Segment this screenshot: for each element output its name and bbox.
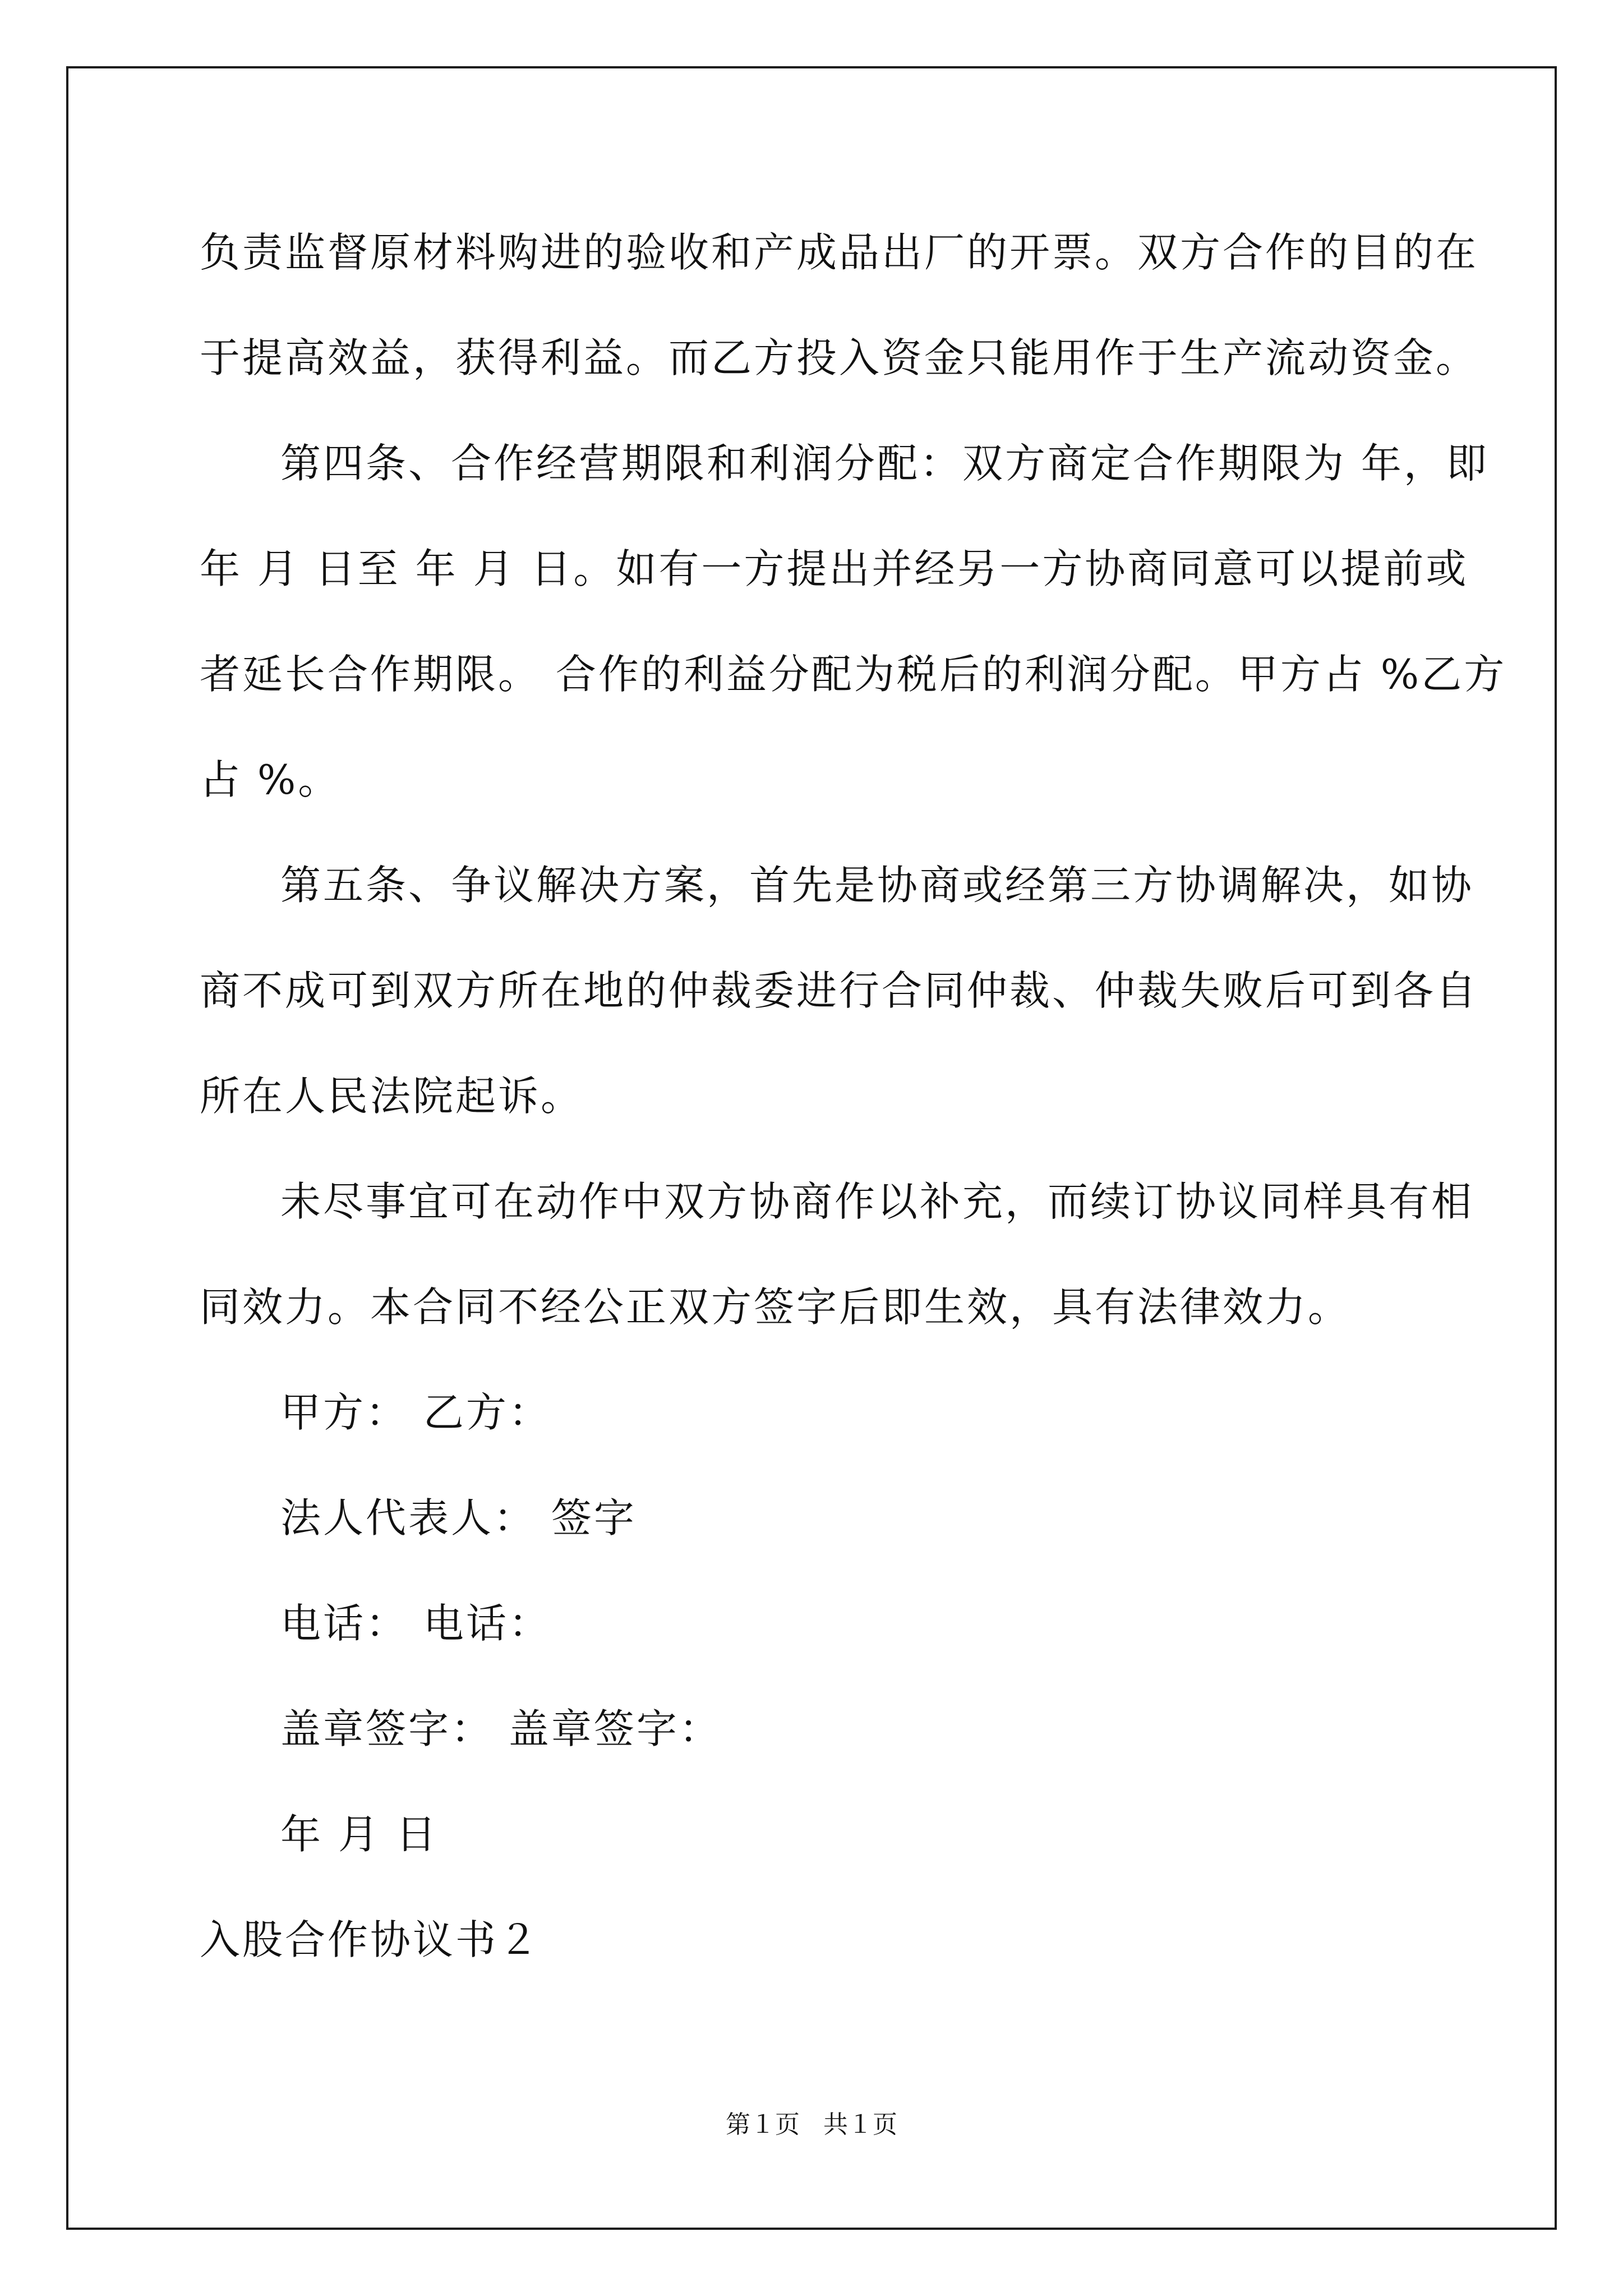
page-border xyxy=(66,66,1557,2230)
seal-signature-line: 盖章签字： 盖章签字： xyxy=(280,1705,722,1752)
paragraph-line: 商不成可到双方所在地的仲裁委进行合同仲裁、仲裁失败后可到各自 xyxy=(200,967,1479,1014)
page-footer: 第１页 共１页 xyxy=(726,2110,897,2139)
paragraph-line: 所在人民法院起诉。 xyxy=(200,1073,584,1120)
paragraph-line: 占 %。 xyxy=(200,756,341,803)
phone-line: 电话： 电话： xyxy=(280,1600,551,1647)
paragraph-line: 者延长合作期限。 合作的利益分配为税后的利润分配。甲方占 %乙方 xyxy=(200,651,1507,698)
article-5-line: 第五条、争议解决方案，首先是协商或经第三方协调解决，如协 xyxy=(280,862,1474,909)
paragraph-line: 年 月 日至 年 月 日。如有一方提出并经另一方协商同意可以提前或 xyxy=(200,545,1469,592)
date-line: 年 月 日 xyxy=(280,1811,439,1858)
legal-representative-line: 法人代表人： 签字 xyxy=(280,1494,637,1542)
party-names-line: 甲方： 乙方： xyxy=(280,1389,551,1436)
section-heading: 入股合作协议书２ xyxy=(200,1916,541,1963)
paragraph-line: 同效力。本合同不经公正双方签字后即生效，具有法律效力。 xyxy=(200,1283,1351,1331)
supplement-line: 未尽事宜可在动作中双方协商作以补充，而续订协议同样具有相 xyxy=(280,1178,1474,1225)
article-4-line: 第四条、合作经营期限和利润分配：双方商定合作期限为 年，即 xyxy=(280,440,1489,487)
paragraph-line: 于提高效益，获得利益。而乙方投入资金只能用作于生产流动资金。 xyxy=(200,334,1479,381)
paragraph-line: 负责监督原材料购进的验收和产成品出厂的开票。双方合作的目的在 xyxy=(200,229,1479,276)
